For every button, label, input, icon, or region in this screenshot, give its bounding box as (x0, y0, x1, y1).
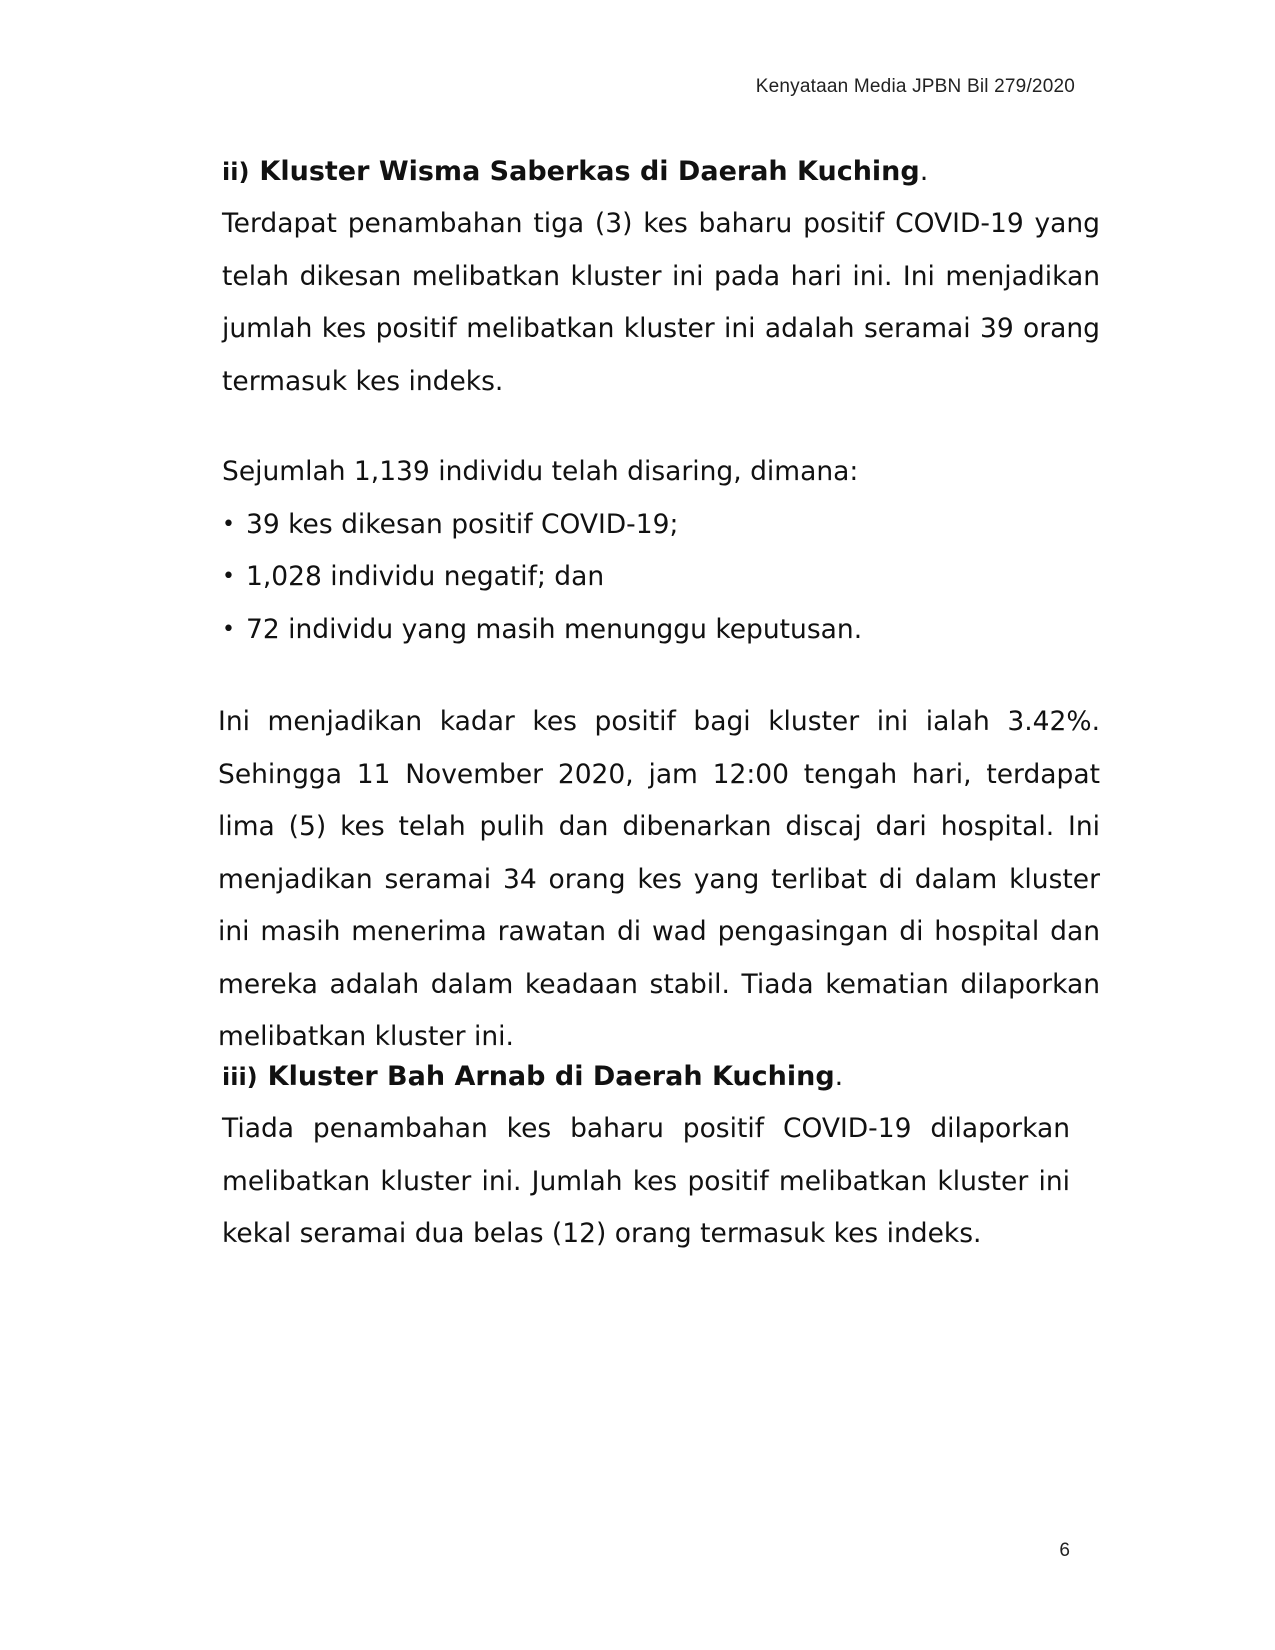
list-item: • 39 kes dikesan positif COVID-19; (222, 499, 1100, 552)
list-item: • 72 individu yang masih menunggu keputusan. (222, 604, 1100, 657)
screening-intro: Sejumlah 1,139 individu telah disaring, dimana: (222, 456, 859, 487)
section-bah-arnab (222, 1051, 1070, 1261)
section-heading (222, 146, 1100, 198)
bullet-icon: • (222, 564, 235, 589)
section-number: iii) (222, 1063, 258, 1091)
section-title: Kluster Bah Arnab di Daerah Kuching (267, 1061, 835, 1092)
bullet-icon: • (222, 616, 235, 642)
section-paragraph: Terdapat penambahan tiga (3) kes baharu positif COVID-19 yang telah dikesan melibatkan kluster ini pada hari ini. Ini menjadikan jumlah kes positif melibatkan kluster ini adalah seramai 39 orang termasuk kes indeks. (222, 208, 1100, 397)
document-header: Kenyataan Media JPBN Bil 279/2020 (755, 76, 1075, 97)
bullet-icon: • (222, 511, 235, 537)
section-paragraph: Tiada penambahan kes baharu positif COVID-19 dilaporkan melibatkan kluster ini. Jumlah kes positif melibatkan kluster ini kekal seramai dua belas (12) orang termasuk kes indeks. (222, 1113, 1070, 1249)
screening-block (222, 446, 1100, 656)
section-heading (222, 1051, 1070, 1103)
summary-paragraph: Ini menjadikan kadar kes positif bagi kluster ini ialah 3.42%. Sehingga 11 November 2020, jam 12:00 tengah hari, terdapat lima (5) kes telah pulih dan dibenarkan discaj dari hospital. Ini menjadikan seramai 34 orang kes yang terlibat di dalam kluster ini masih menerima rawatan di wad pengasingan di hospital dan mereka adalah dalam keadaan stabil. Tiada kematian dilaporkan melibatkan kluster ini. (218, 706, 1100, 1052)
summary-block (218, 696, 1100, 1064)
section-title-period: . (834, 1061, 844, 1092)
section-title: Kluster Wisma Saberkas di Daerah Kuching (259, 156, 920, 187)
section-title-period: . (919, 156, 929, 187)
section-wisma-saberkas (222, 146, 1100, 408)
screening-list (222, 499, 1100, 657)
section-number: ii) (222, 158, 250, 186)
list-item: • 1,028 individu negatif; dan (222, 551, 1100, 604)
page-number: 6 (1059, 1540, 1070, 1561)
